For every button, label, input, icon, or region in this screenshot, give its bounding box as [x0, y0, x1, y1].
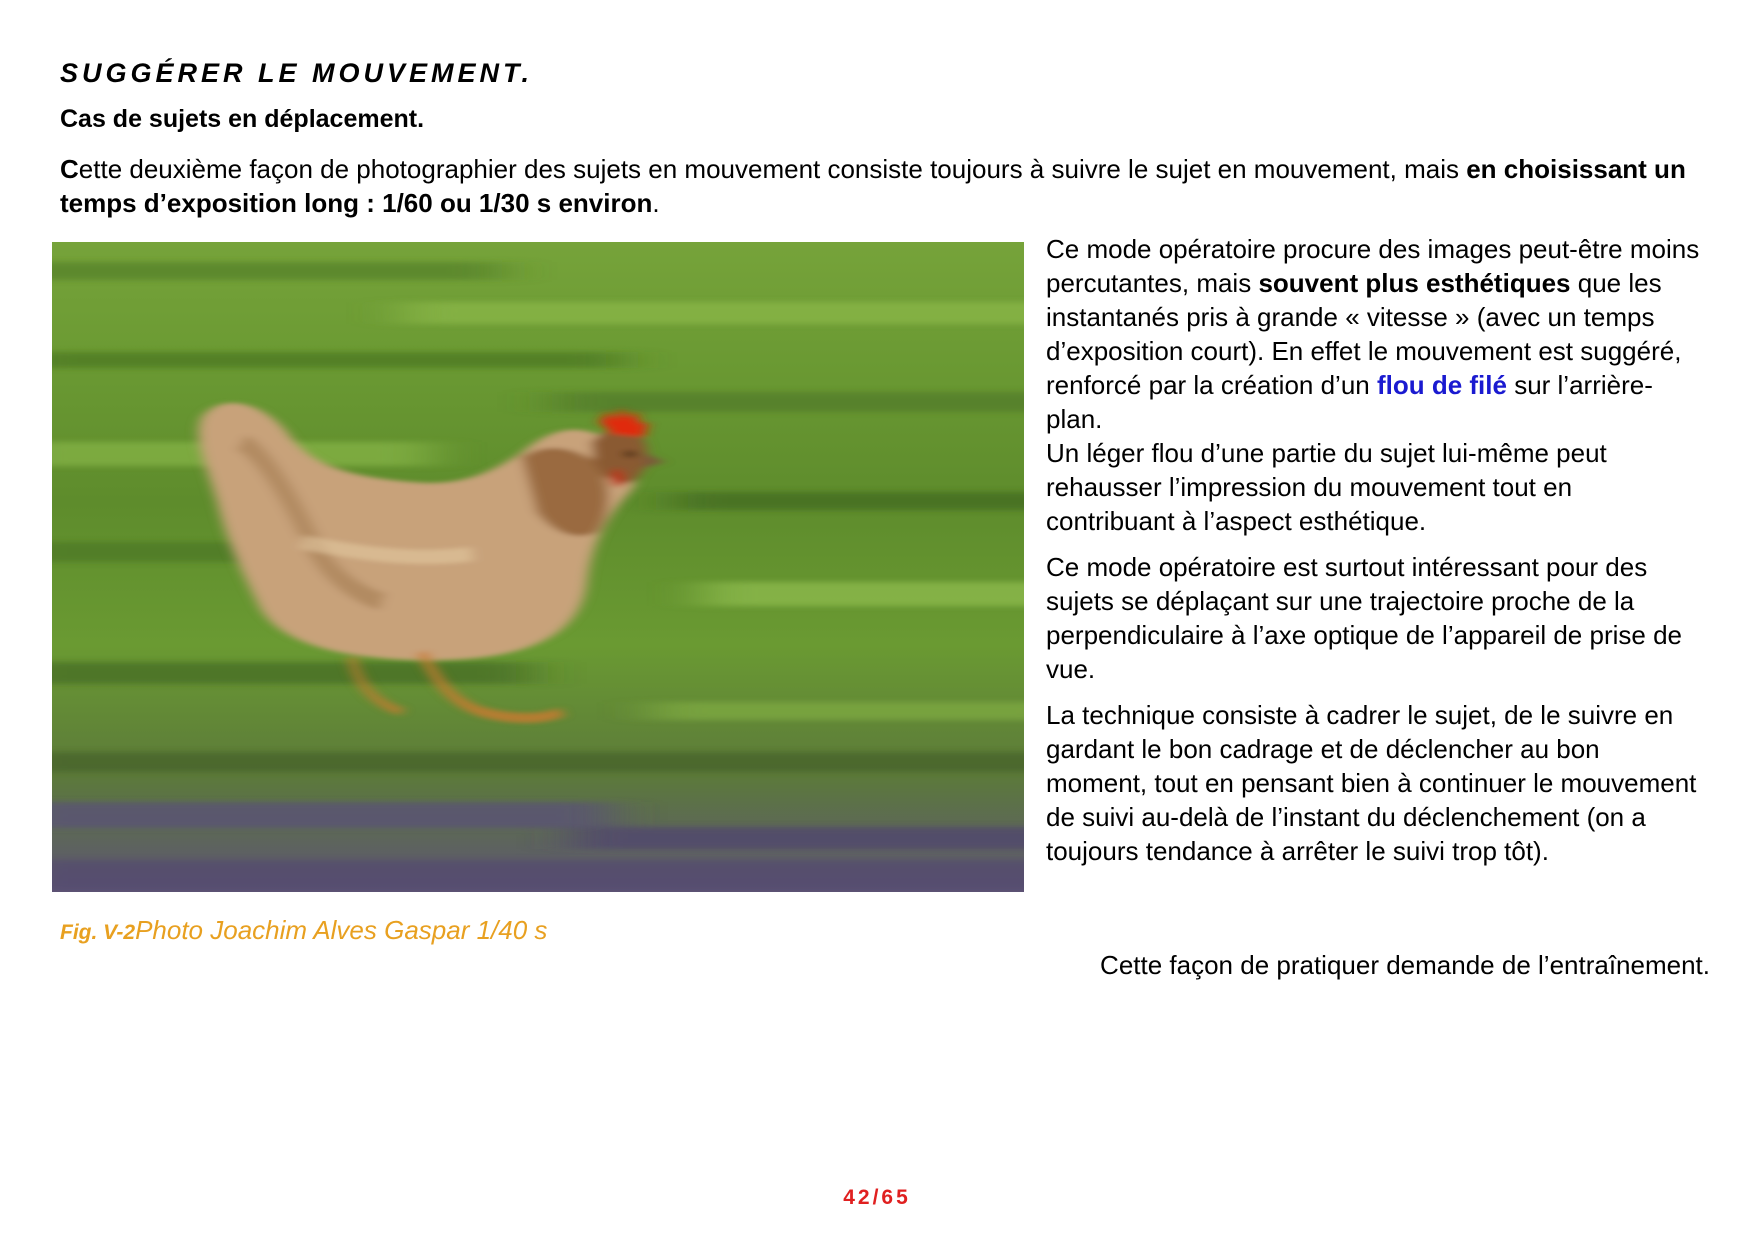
closing-sentence: Cette façon de pratiquer demande de l’entraînement.	[1100, 950, 1710, 980]
figure-label: Fig. V-2	[60, 921, 136, 944]
hen-photo	[52, 242, 1024, 892]
intro-emphasis: en choisissant un temps d’exposition long : 1/60 ou 1/30 s environ	[60, 154, 1686, 218]
intro-end: .	[652, 188, 660, 218]
p1-bold: souvent plus esthétiques	[1258, 268, 1571, 298]
intro-paragraph	[60, 152, 1700, 220]
p1-text-a: Ce mode opératoire procure des images peut-être moins percutantes, mais	[1046, 234, 1700, 298]
motion-blur-illustration	[52, 242, 1024, 892]
page-heading: SUGGÉRER LE MOUVEMENT.	[60, 58, 534, 88]
drop-letter: C	[60, 154, 79, 184]
paragraph-aesthetics	[1046, 232, 1706, 538]
flou-de-file-link[interactable]: flou de filé	[1376, 370, 1507, 400]
photo-caption	[60, 915, 547, 946]
p1-text-c: que les instantanés pris à grande « vitesse » (avec un temps d’exposition court). En effet le mouvement est suggéré, renforcé par la création d’un	[1046, 268, 1682, 400]
p1-text-e: sur l’arrière-plan.	[1046, 370, 1653, 434]
intro-text: ette deuxième façon de photographier des sujets en mouvement consiste toujours à suivre le sujet en mouvement, mais	[78, 154, 1467, 184]
paragraph-trajectory: Ce mode opératoire est surtout intéressant pour des sujets se déplaçant sur une trajectoire proche de la perpendiculaire à l’axe optique de l’appareil de prise de vue.	[1046, 552, 1682, 684]
page-number: 42/65	[843, 1186, 911, 1209]
photo-credit: Photo Joachim Alves Gaspar 1/40 s	[135, 915, 548, 945]
paragraph-technique: La technique consiste à cadrer le sujet, de le suivre en gardant le bon cadrage et de déclencher au bon moment, tout en pensant bien à continuer le mouvement de suivi au-delà de l’instant du déclenchement (on a toujours tendance à arrêter le suivi trop tôt).	[1046, 700, 1697, 866]
section-subheading: Cas de sujets en déplacement.	[60, 105, 425, 133]
p1-text-f: Un léger flou d’une partie du sujet lui-même peut rehausser l’impression du mouvement tout en contribuant à l’aspect esthétique.	[1046, 438, 1607, 536]
right-column	[1046, 232, 1706, 880]
